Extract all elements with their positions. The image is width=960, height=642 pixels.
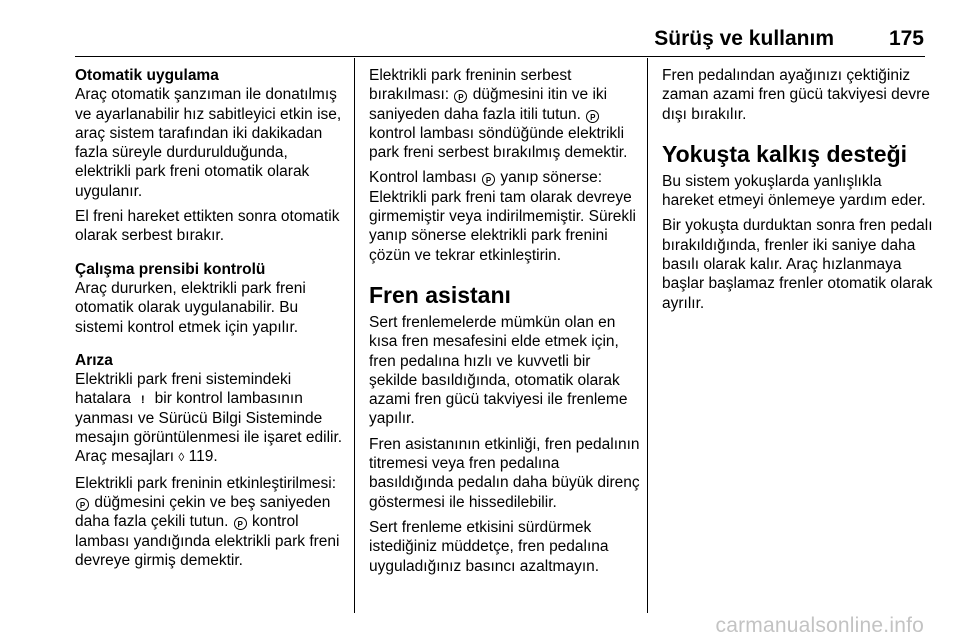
column-3 (662, 66, 934, 319)
heading-fren-asistani: Fren asistanı (369, 281, 511, 308)
park-brake-icon: P (454, 90, 467, 103)
column-1 (75, 66, 347, 576)
watermark: carmanualsonline.info (715, 614, 924, 637)
paragraph: Kontrol lambası P yanıp sönerse: Elektrikli park freni tam olarak devreye girmemiştir veya indirilmemiştir. Sürekli yanıp sönerse elektrikli park frenini çözün ve tekrar etkinleştirin. (369, 169, 636, 264)
paragraph: Elektrikli park freninin etkinleştirilmesi: P düğmesini çekin ve beş saniyeden daha fazla çekili tutun. P kontrol lambası yandığında elektrikli park freni devreye girmiş demektir. (75, 474, 340, 569)
paragraph: El freni hareket ettikten sonra otomatik olarak serbest bırakır. (75, 208, 340, 245)
paragraph: Araç otomatik şanzıman ile donatılmış ve ayarlanabilir hız sabitleyici etkin ise, araç sistem tarafından iki dakikadan fazla süreyle durdurulduğunda, elektrikli park freni otomatik olarak uygulanır. (75, 86, 342, 200)
paragraph: Bu sistem yokuşlarda yanlışlıkla hareket etmeyi önlemeye yardım eder. (662, 172, 926, 210)
column-2 (369, 66, 641, 582)
heading-ariza: Arıza (75, 351, 113, 369)
paragraph: Elektrikli park freni sistemindeki hatalara ! bir kontrol lambasının yanması ve Sürücü Bilgi Sisteminde mesajın görüntülenmesi ile işaret edilir. Araç mesajları ◊ 119. (75, 371, 343, 466)
heading-yokusta-kalkis: Yokuşta kalkış desteği (662, 140, 908, 167)
page-number: 175 (888, 27, 924, 50)
paragraph: Araç dururken, elektrikli park freni otomatik olarak uygulanabilir. Bu sistemi kontrol etmek için yapılır. (75, 279, 306, 336)
page-reference-link[interactable]: 119. (188, 448, 218, 466)
heading-otomatik-uygulama: Otomatik uygulama (75, 67, 219, 84)
park-brake-icon: P (76, 498, 89, 511)
header-divider (75, 56, 925, 57)
heading-calisma-prensibi: Çalışma prensibi kontrolü (75, 260, 266, 278)
paragraph: Bir yokuşta durduktan sonra fren pedalı bırakıldığında, frenler iki saniye daha basılı olarak kalır. Araç hızlanmaya başlar başlamaz frenler otomatik olarak ayrılır. (662, 217, 933, 312)
column-divider-1 (354, 58, 355, 613)
park-brake-icon: P (586, 110, 599, 123)
park-brake-icon: P (482, 173, 495, 186)
park-brake-icon: P (234, 517, 247, 530)
reference-arrow-icon: ◊ (178, 450, 185, 465)
section-title: Sürüş ve kullanım (654, 27, 834, 50)
warning-light-icon: ! (140, 394, 145, 407)
paragraph: Elektrikli park freninin serbest bırakılması: P düğmesini itin ve iki saniyeden daha fazla itili tutun. P kontrol lambası söndüğünde elektrikli park freni serbest bırakılmış demektir. (369, 67, 628, 162)
column-divider-2 (647, 58, 648, 613)
paragraph: Sert frenlemelerde mümkün olan en kısa fren mesafesini elde etmek için, fren pedalına hızlı ve kuvvetli bir şekilde basıldığında, otomatik olarak azami fren gücü takviyesi ile frenleme yapılır. (369, 313, 628, 428)
paragraph: Sert frenleme etkisini sürdürmek istediğiniz müddetçe, fren pedalına uyguladığınız basıncı azaltmayın. (369, 518, 609, 575)
paragraph: Fren pedalından ayağınızı çektiğiniz zaman azami fren gücü takviyesi devre dışı bırakılır. (662, 67, 930, 123)
paragraph: Fren asistanının etkinliği, fren pedalının titremesi veya fren pedalına basıldığında pedalın daha büyük direnç göstermesi ile hissedilebilir. (369, 435, 640, 511)
